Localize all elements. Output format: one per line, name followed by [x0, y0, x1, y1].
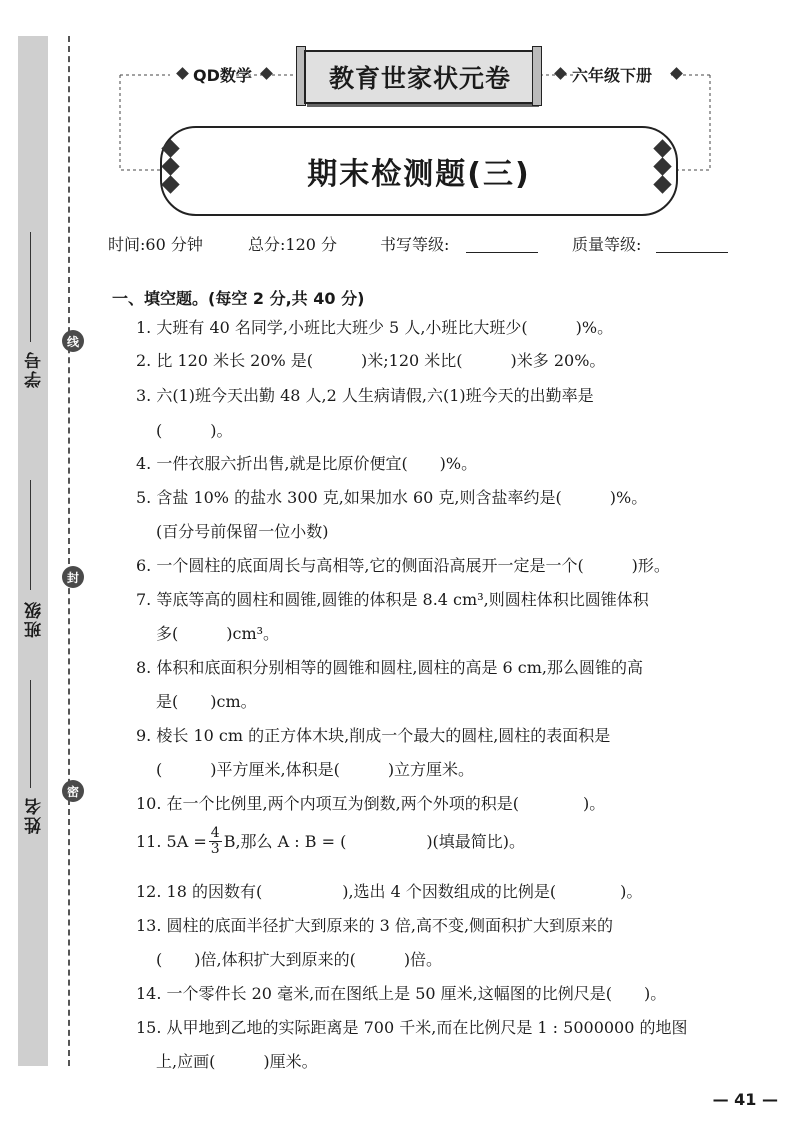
grade-tag: 六年级下册	[572, 66, 653, 85]
blank-name	[30, 680, 31, 788]
blank-student-id	[30, 232, 31, 342]
writing-grade-blank[interactable]	[466, 236, 538, 253]
question-3: 3. 六(1)班今天出勤 48 人,2 人生病请假,六(1)班今天的出勤率是	[136, 386, 594, 405]
quality-grade-label: 质量等级:	[572, 235, 642, 254]
time-info: 时间:60 分钟	[108, 235, 203, 254]
quality-grade-blank[interactable]	[656, 236, 728, 253]
seal-secret: 密	[62, 780, 84, 802]
question-15: 15. 从甲地到乙地的实际距离是 700 千米,而在比例尺是 1 : 5000000 的地图	[136, 1018, 688, 1037]
cut-line	[68, 36, 70, 1066]
question-11	[136, 826, 525, 858]
series-title: 教育世家状元卷	[328, 64, 511, 93]
writing-grade-label: 书写等级:	[380, 235, 450, 254]
question-5-cont: (百分号前保留一位小数)	[156, 522, 329, 541]
question-5: 5. 含盐 10% 的盐水 300 克,如果加水 60 克,则含盐率约是( )%。	[136, 488, 648, 507]
question-6: 6. 一个圆柱的底面周长与高相等,它的侧面沿高展开一定是一个( )形。	[136, 556, 670, 575]
title-banner	[160, 126, 678, 216]
binding-strip	[18, 36, 48, 1066]
seal-line: 线	[62, 330, 84, 352]
question-2: 2. 比 120 米长 20% 是( )米;120 米比( )米多 20%。	[136, 351, 606, 370]
question-14: 14. 一个零件长 20 毫米,而在图纸上是 50 厘米,这幅图的比例尺是( )。	[136, 984, 667, 1003]
question-12: 12. 18 的因数有( ),选出 4 个因数组成的比例是( )。	[136, 882, 643, 901]
seal-seal: 封	[62, 566, 84, 588]
question-7-cont: 多( )cm³。	[156, 624, 280, 643]
question-11-start: 11. 5A =	[136, 831, 207, 851]
question-11-end: B,那么 A : B = ( )(填最简比)。	[223, 831, 526, 851]
subject-tag: QD数学	[193, 66, 252, 85]
question-8-cont: 是( )cm。	[156, 692, 257, 711]
question-13-cont: ( )倍,体积扩大到原来的( )倍。	[156, 950, 443, 969]
question-10: 10. 在一个比例里,两个内项互为倒数,两个外项的积是( )。	[136, 794, 606, 813]
fraction-denominator: 3	[210, 841, 220, 858]
fraction	[209, 826, 222, 858]
question-4: 4. 一件衣服六折出售,就是比原价便宜( )%。	[136, 454, 478, 473]
question-8: 8. 体积和底面积分别相等的圆锥和圆柱,圆柱的高是 6 cm,那么圆锥的高	[136, 658, 644, 677]
page-number: — 41 —	[712, 1090, 778, 1109]
scroll-rod-right	[532, 46, 542, 106]
question-7: 7. 等底等高的圆柱和圆锥,圆锥的体积是 8.4 cm³,则圆柱体积比圆锥体积	[136, 590, 649, 609]
question-9-cont: ( )平方厘米,体积是( )立方厘米。	[156, 760, 475, 779]
question-15-cont: 上,应画( )厘米。	[156, 1052, 318, 1071]
question-3-cont: ( )。	[156, 421, 233, 440]
label-name: 姓名	[25, 796, 45, 834]
question-13: 13. 圆柱的底面半径扩大到原来的 3 倍,高不变,侧面积扩大到原来的	[136, 916, 614, 935]
exam-title: 期末检测题(三)	[307, 157, 531, 192]
fraction-numerator: 4	[210, 825, 220, 841]
label-student-id: 学号	[25, 350, 45, 388]
question-1: 1. 大班有 40 名同学,小班比大班少 5 人,小班比大班少( )%。	[136, 318, 614, 337]
question-9: 9. 棱长 10 cm 的正方体木块,削成一个最大的圆柱,圆柱的表面积是	[136, 726, 611, 745]
blank-class	[30, 480, 31, 590]
section-title: 一、填空题。(每空 2 分,共 40 分)	[112, 289, 365, 308]
total-score: 总分:120 分	[248, 235, 338, 254]
series-scroll	[304, 50, 536, 104]
label-class: 班级	[25, 600, 45, 638]
